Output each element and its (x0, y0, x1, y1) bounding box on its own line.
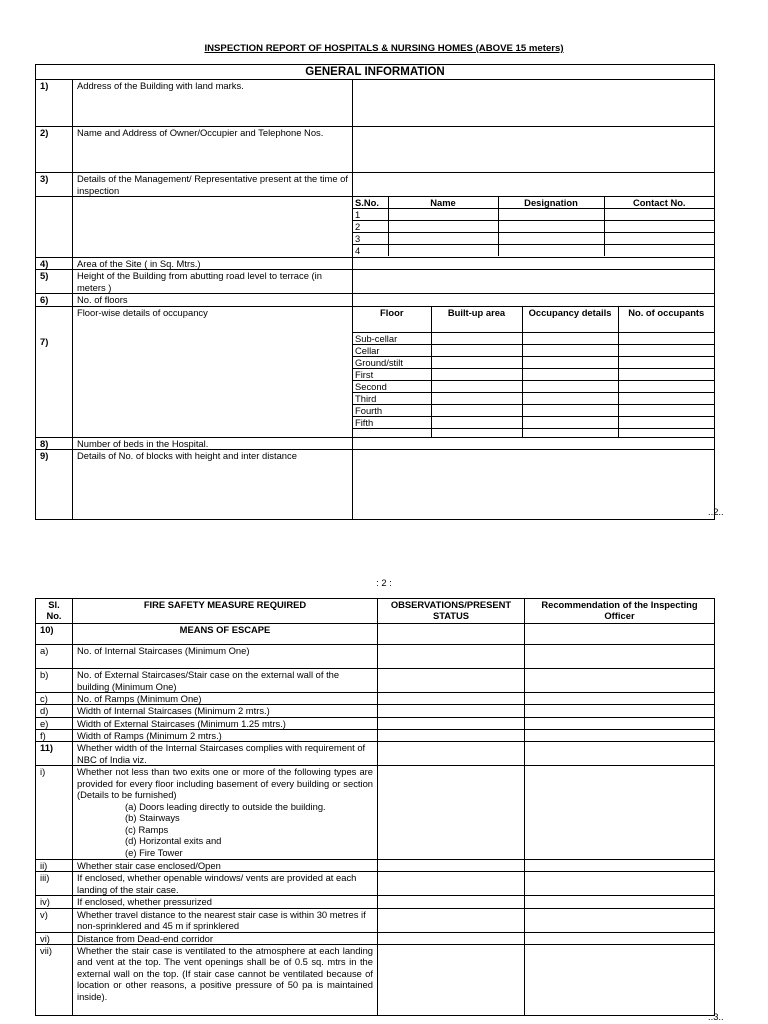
row-number: d) (36, 705, 73, 717)
floor-name: Cellar (353, 344, 431, 356)
row-number: vi) (36, 932, 73, 944)
item-number: 3) (36, 173, 73, 197)
contact-cell[interactable] (604, 209, 714, 221)
item-number: 8) (36, 437, 73, 449)
page-title: INSPECTION REPORT OF HOSPITALS & NURSING HOMES (ABOVE 15 meters) (204, 43, 564, 54)
col-header: Contact No. (604, 197, 714, 209)
recommendation-cell[interactable] (525, 645, 715, 669)
name-cell[interactable] (388, 233, 498, 245)
floor-name: Second (353, 380, 431, 392)
col-header: Name (388, 197, 498, 209)
occupants-cell[interactable] (618, 368, 714, 380)
row-number: f) (36, 729, 73, 741)
floor-name: First (353, 368, 431, 380)
answer-field[interactable] (353, 270, 715, 294)
answer-field[interactable] (353, 294, 715, 306)
row-number: a) (36, 645, 73, 669)
general-info-table (35, 64, 715, 520)
exit-type-item: (a) Doors leading directly to outside the building. (125, 800, 326, 812)
designation-cell[interactable] (498, 233, 604, 245)
area-cell[interactable] (431, 344, 522, 356)
item-label: Details of No. of blocks with height and inter distance (73, 449, 353, 519)
recommendation-cell[interactable] (525, 932, 715, 944)
page-continuation-marker: ..3.. (708, 1011, 724, 1022)
observation-cell[interactable] (378, 705, 525, 717)
row-number: 11) (36, 742, 73, 766)
contact-cell[interactable] (604, 221, 714, 233)
row-label: No. of Ramps (Minimum One) (73, 693, 378, 705)
recommendation-cell[interactable] (525, 766, 715, 860)
name-cell[interactable] (388, 245, 498, 257)
item-number: 1) (36, 80, 73, 127)
recommendation-cell[interactable] (525, 860, 715, 872)
observation-cell[interactable] (378, 860, 525, 872)
recommendation-cell[interactable] (525, 729, 715, 741)
col-header: No. of occupants (618, 307, 714, 333)
occupancy-cell[interactable] (522, 368, 618, 380)
observation-cell[interactable] (378, 717, 525, 729)
row-label: Whether width of the Internal Staircases complies with requirement of NBC of India viz. (73, 742, 378, 766)
name-cell[interactable] (388, 221, 498, 233)
occupants-cell[interactable] (618, 416, 714, 428)
row-number: 2 (353, 221, 388, 233)
row-number: iii) (36, 872, 73, 896)
designation-cell[interactable] (498, 221, 604, 233)
item-number: 7) (36, 306, 73, 437)
answer-field[interactable] (353, 449, 715, 519)
row-number: c) (36, 693, 73, 705)
area-cell[interactable] (431, 380, 522, 392)
observation-cell[interactable] (378, 872, 525, 896)
item-label: Address of the Building with land marks. (73, 80, 353, 127)
designation-cell[interactable] (498, 209, 604, 221)
item-number: 4) (36, 258, 73, 270)
exit-type-item: (e) Fire Tower (125, 846, 183, 858)
recommendation-cell[interactable] (525, 624, 715, 645)
observation-cell[interactable] (378, 742, 525, 766)
section-heading: GENERAL INFORMATION (36, 65, 715, 80)
row-label: Whether not less than two exits one or more of the following types are provided for every floor including basement of every building or section (Details to be furnished) (77, 766, 373, 801)
fire-safety-table (35, 598, 715, 1016)
col-header-observations: OBSERVATIONS/PRESENT STATUS (378, 599, 525, 624)
recommendation-cell[interactable] (525, 944, 715, 1015)
observation-cell[interactable] (378, 624, 525, 645)
name-cell[interactable] (388, 209, 498, 221)
row-number: b) (36, 669, 73, 693)
recommendation-cell[interactable] (525, 705, 715, 717)
item-number: 5) (36, 270, 73, 294)
floor-name: Ground/stilt (353, 356, 431, 368)
item-number: 6) (36, 294, 73, 306)
area-cell[interactable] (431, 392, 522, 404)
observation-cell[interactable] (378, 669, 525, 693)
row-number: 1 (353, 209, 388, 221)
row-label: Whether stair case enclosed/Open (73, 860, 378, 872)
col-header-slno: Sl. No. (36, 599, 73, 624)
section-title: MEANS OF ESCAPE (73, 624, 378, 645)
row-label: Width of Ramps (Minimum 2 mtrs.) (73, 729, 378, 741)
occupants-cell[interactable] (618, 392, 714, 404)
section-number: 10) (36, 624, 73, 645)
occupancy-cell[interactable] (522, 404, 618, 416)
col-header: Designation (498, 197, 604, 209)
exit-type-item: (d) Horizontal exits and (125, 835, 222, 847)
row-label: Distance from Dead-end corridor (73, 932, 378, 944)
contact-cell[interactable] (604, 233, 714, 245)
observation-cell[interactable] (378, 693, 525, 705)
observation-cell[interactable] (378, 729, 525, 741)
occupancy-cell[interactable] (522, 356, 618, 368)
observation-cell[interactable] (378, 944, 525, 1015)
occupants-cell[interactable] (618, 356, 714, 368)
occupancy-cell[interactable] (522, 416, 618, 428)
col-header: Occupancy details (522, 307, 618, 333)
recommendation-cell[interactable] (525, 872, 715, 896)
row-label: Whether the stair case is ventilated to the atmosphere at each landing and vent at the top. The vent openings shall be of 0.5 sq. mtrs in the external wall on the top. (If stair case cannot be ventilated because of location or other reasons, a positive pressure of 50 pa is maintained inside). (73, 944, 378, 1015)
occupants-cell[interactable] (618, 380, 714, 392)
answer-field[interactable] (353, 437, 715, 449)
observation-cell[interactable] (378, 896, 525, 908)
area-cell[interactable] (431, 368, 522, 380)
row-label: If enclosed, whether pressurized (73, 896, 378, 908)
area-cell[interactable] (431, 416, 522, 428)
item-label: Area of the Site ( in Sq. Mtrs.) (73, 258, 353, 270)
contact-cell[interactable] (604, 245, 714, 257)
observation-cell[interactable] (378, 766, 525, 860)
answer-field[interactable] (353, 258, 715, 270)
item-number: 2) (36, 127, 73, 173)
floor-name: Fifth (353, 416, 431, 428)
occupancy-cell[interactable] (522, 392, 618, 404)
exit-type-item: (c) Ramps (125, 823, 169, 835)
occupants-cell[interactable] (618, 344, 714, 356)
occupancy-cell[interactable] (522, 380, 618, 392)
designation-cell[interactable] (498, 245, 604, 257)
col-header: Floor (353, 307, 431, 333)
observation-cell[interactable] (378, 645, 525, 669)
row-number: iv) (36, 896, 73, 908)
row-number: vii) (36, 944, 73, 1015)
row-number: ii) (36, 860, 73, 872)
row-label: Whether travel distance to the nearest stair case is within 30 metres if non-sprinklered and 45 m if sprinklered (73, 908, 378, 932)
col-header-recommendation: Recommendation of the Inspecting Officer (525, 599, 715, 624)
observation-cell[interactable] (378, 908, 525, 932)
floor-occupancy-table (353, 307, 714, 437)
recommendation-cell[interactable] (525, 908, 715, 932)
answer-field[interactable] (353, 173, 715, 197)
row-label: Width of External Staircases (Minimum 1.25 mtrs.) (73, 717, 378, 729)
recommendation-cell[interactable] (525, 896, 715, 908)
row-label: No. of Internal Staircases (Minimum One) (73, 645, 378, 669)
area-cell[interactable] (431, 404, 522, 416)
management-table (353, 197, 714, 256)
occupants-cell[interactable] (618, 332, 714, 344)
answer-field[interactable] (353, 80, 715, 127)
row-number: 4 (353, 245, 388, 257)
col-header-measure: FIRE SAFETY MEASURE REQUIRED (73, 599, 378, 624)
recommendation-cell[interactable] (525, 742, 715, 766)
row-number: i) (36, 766, 73, 860)
answer-field[interactable] (353, 127, 715, 173)
row-number: e) (36, 717, 73, 729)
area-cell[interactable] (431, 332, 522, 344)
recommendation-cell[interactable] (525, 693, 715, 705)
occupancy-cell[interactable] (522, 332, 618, 344)
exit-type-item: (b) Stairways (125, 812, 180, 824)
recommendation-cell[interactable] (525, 717, 715, 729)
floor-name: Third (353, 392, 431, 404)
observation-cell[interactable] (378, 932, 525, 944)
item-label: Number of beds in the Hospital. (73, 437, 353, 449)
occupancy-cell[interactable] (522, 344, 618, 356)
row-label: If enclosed, whether openable windows/ vents are provided at each landing of the stair case. (73, 872, 378, 896)
item-label: Floor-wise details of occupancy (73, 306, 353, 437)
exit-types-list (77, 801, 373, 859)
item-number: 9) (36, 449, 73, 519)
row-label: Width of Internal Staircases (Minimum 2 mtrs.) (73, 705, 378, 717)
page-continuation-marker: ..2.. (708, 506, 724, 517)
item-label: Name and Address of Owner/Occupier and Telephone Nos. (73, 127, 353, 173)
col-header: Built-up area (431, 307, 522, 333)
col-header: S.No. (353, 197, 388, 209)
recommendation-cell[interactable] (525, 669, 715, 693)
item-label: Height of the Building from abutting road level to terrace (in meters ) (73, 270, 353, 294)
floor-name: Sub-cellar (353, 332, 431, 344)
floor-name: Fourth (353, 404, 431, 416)
item-label: Details of the Management/ Representative present at the time of inspection (73, 173, 353, 197)
occupants-cell[interactable] (618, 404, 714, 416)
row-number: 3 (353, 233, 388, 245)
page-number: : 2 : (376, 577, 392, 588)
area-cell[interactable] (431, 356, 522, 368)
row-number: v) (36, 908, 73, 932)
row-label: No. of External Staircases/Stair case on the external wall of the building (Minimum One) (73, 669, 378, 693)
item-label: No. of floors (73, 294, 353, 306)
